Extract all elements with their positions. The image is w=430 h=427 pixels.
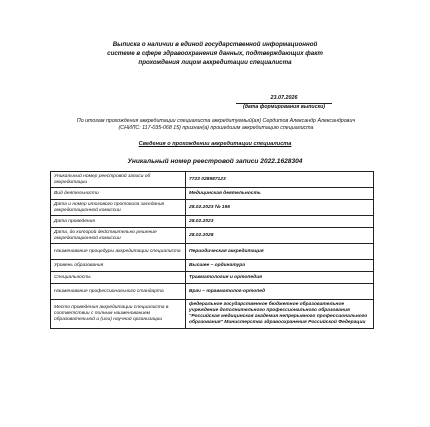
table-row (51, 216, 374, 228)
table-row (51, 228, 374, 244)
title-line: Выписка о наличии в единой государственной информационной (112, 41, 318, 48)
title-line: прохождения лицом аккредитации специалиста (138, 59, 292, 66)
formation-date-caption: (дата формирования выписки) (242, 104, 326, 110)
row-value: 28.02.2023 № 195 (186, 200, 374, 216)
row-value: Медицинская деятельность (186, 188, 374, 200)
row-label: Дата проведения (51, 216, 186, 228)
table-row (51, 200, 374, 216)
table-row (51, 244, 374, 260)
document-title (70, 40, 360, 67)
table-row (51, 272, 374, 284)
section-title (0, 141, 430, 147)
table-row (51, 188, 374, 200)
row-label: Наименование процедуры аккредитации специалиста (51, 244, 186, 260)
intro-line: (СНИЛС: 117-035-068 15) признан(а) прошедшим аккредитацию специалиста (118, 125, 314, 131)
row-value: Врач – травматолог-ортопед (186, 284, 374, 300)
row-value: 7723 028987123 (186, 172, 374, 188)
row-label: Специальность (51, 272, 186, 284)
row-value: 28.02.2023 (186, 216, 374, 228)
row-label: Наименование профессионального стандарта (51, 284, 186, 300)
intro-text (58, 118, 374, 132)
accreditation-table (50, 171, 374, 329)
intro-line: По итогам прохождения аккредитации специалиста аккредитуемый(ая) Сердитов Александр Александрович (76, 118, 356, 124)
row-value: федеральное государственное бюджетное образовательное учреждение дополнительного профессионального образования "Российская медицинская академия непрерывного профессионального образования" Министерства здравоохранения Российской Федерации (186, 300, 374, 329)
table-row (51, 260, 374, 272)
formation-date-block (236, 95, 332, 111)
title-line: системе в сфере здравоохранения данных, подтверждающих факт (107, 50, 323, 57)
formation-date: 23.07.2026 (270, 95, 298, 101)
section-title-text: Сведения о прохождении аккредитации специалиста (138, 141, 292, 147)
row-label: Дата, до которой действительно решение аккредитационной комиссии (51, 228, 186, 244)
table-row (51, 172, 374, 188)
row-label: Дата и номер итогового протокола заседания аккредитационной комиссии (51, 200, 186, 216)
row-label: Уникальный номер реестровой записи об аккредитации (51, 172, 186, 188)
row-value: Травматология и ортопедия (186, 272, 374, 284)
row-value: Периодическая аккредитация (186, 244, 374, 260)
row-label: Вид деятельности (51, 188, 186, 200)
row-value: 28.02.2028 (186, 228, 374, 244)
table-row (51, 284, 374, 300)
row-value: Высшее – ординатура (186, 260, 374, 272)
registry-number: Уникальный номер реестровой записи 2022.1628304 (127, 158, 303, 165)
table-row (51, 300, 374, 329)
row-label: Место проведения аккредитации специалиста в соответствии с полным наименованием образовательной и (или) научной организации (51, 300, 186, 329)
row-label: Уровень образования (51, 260, 186, 272)
